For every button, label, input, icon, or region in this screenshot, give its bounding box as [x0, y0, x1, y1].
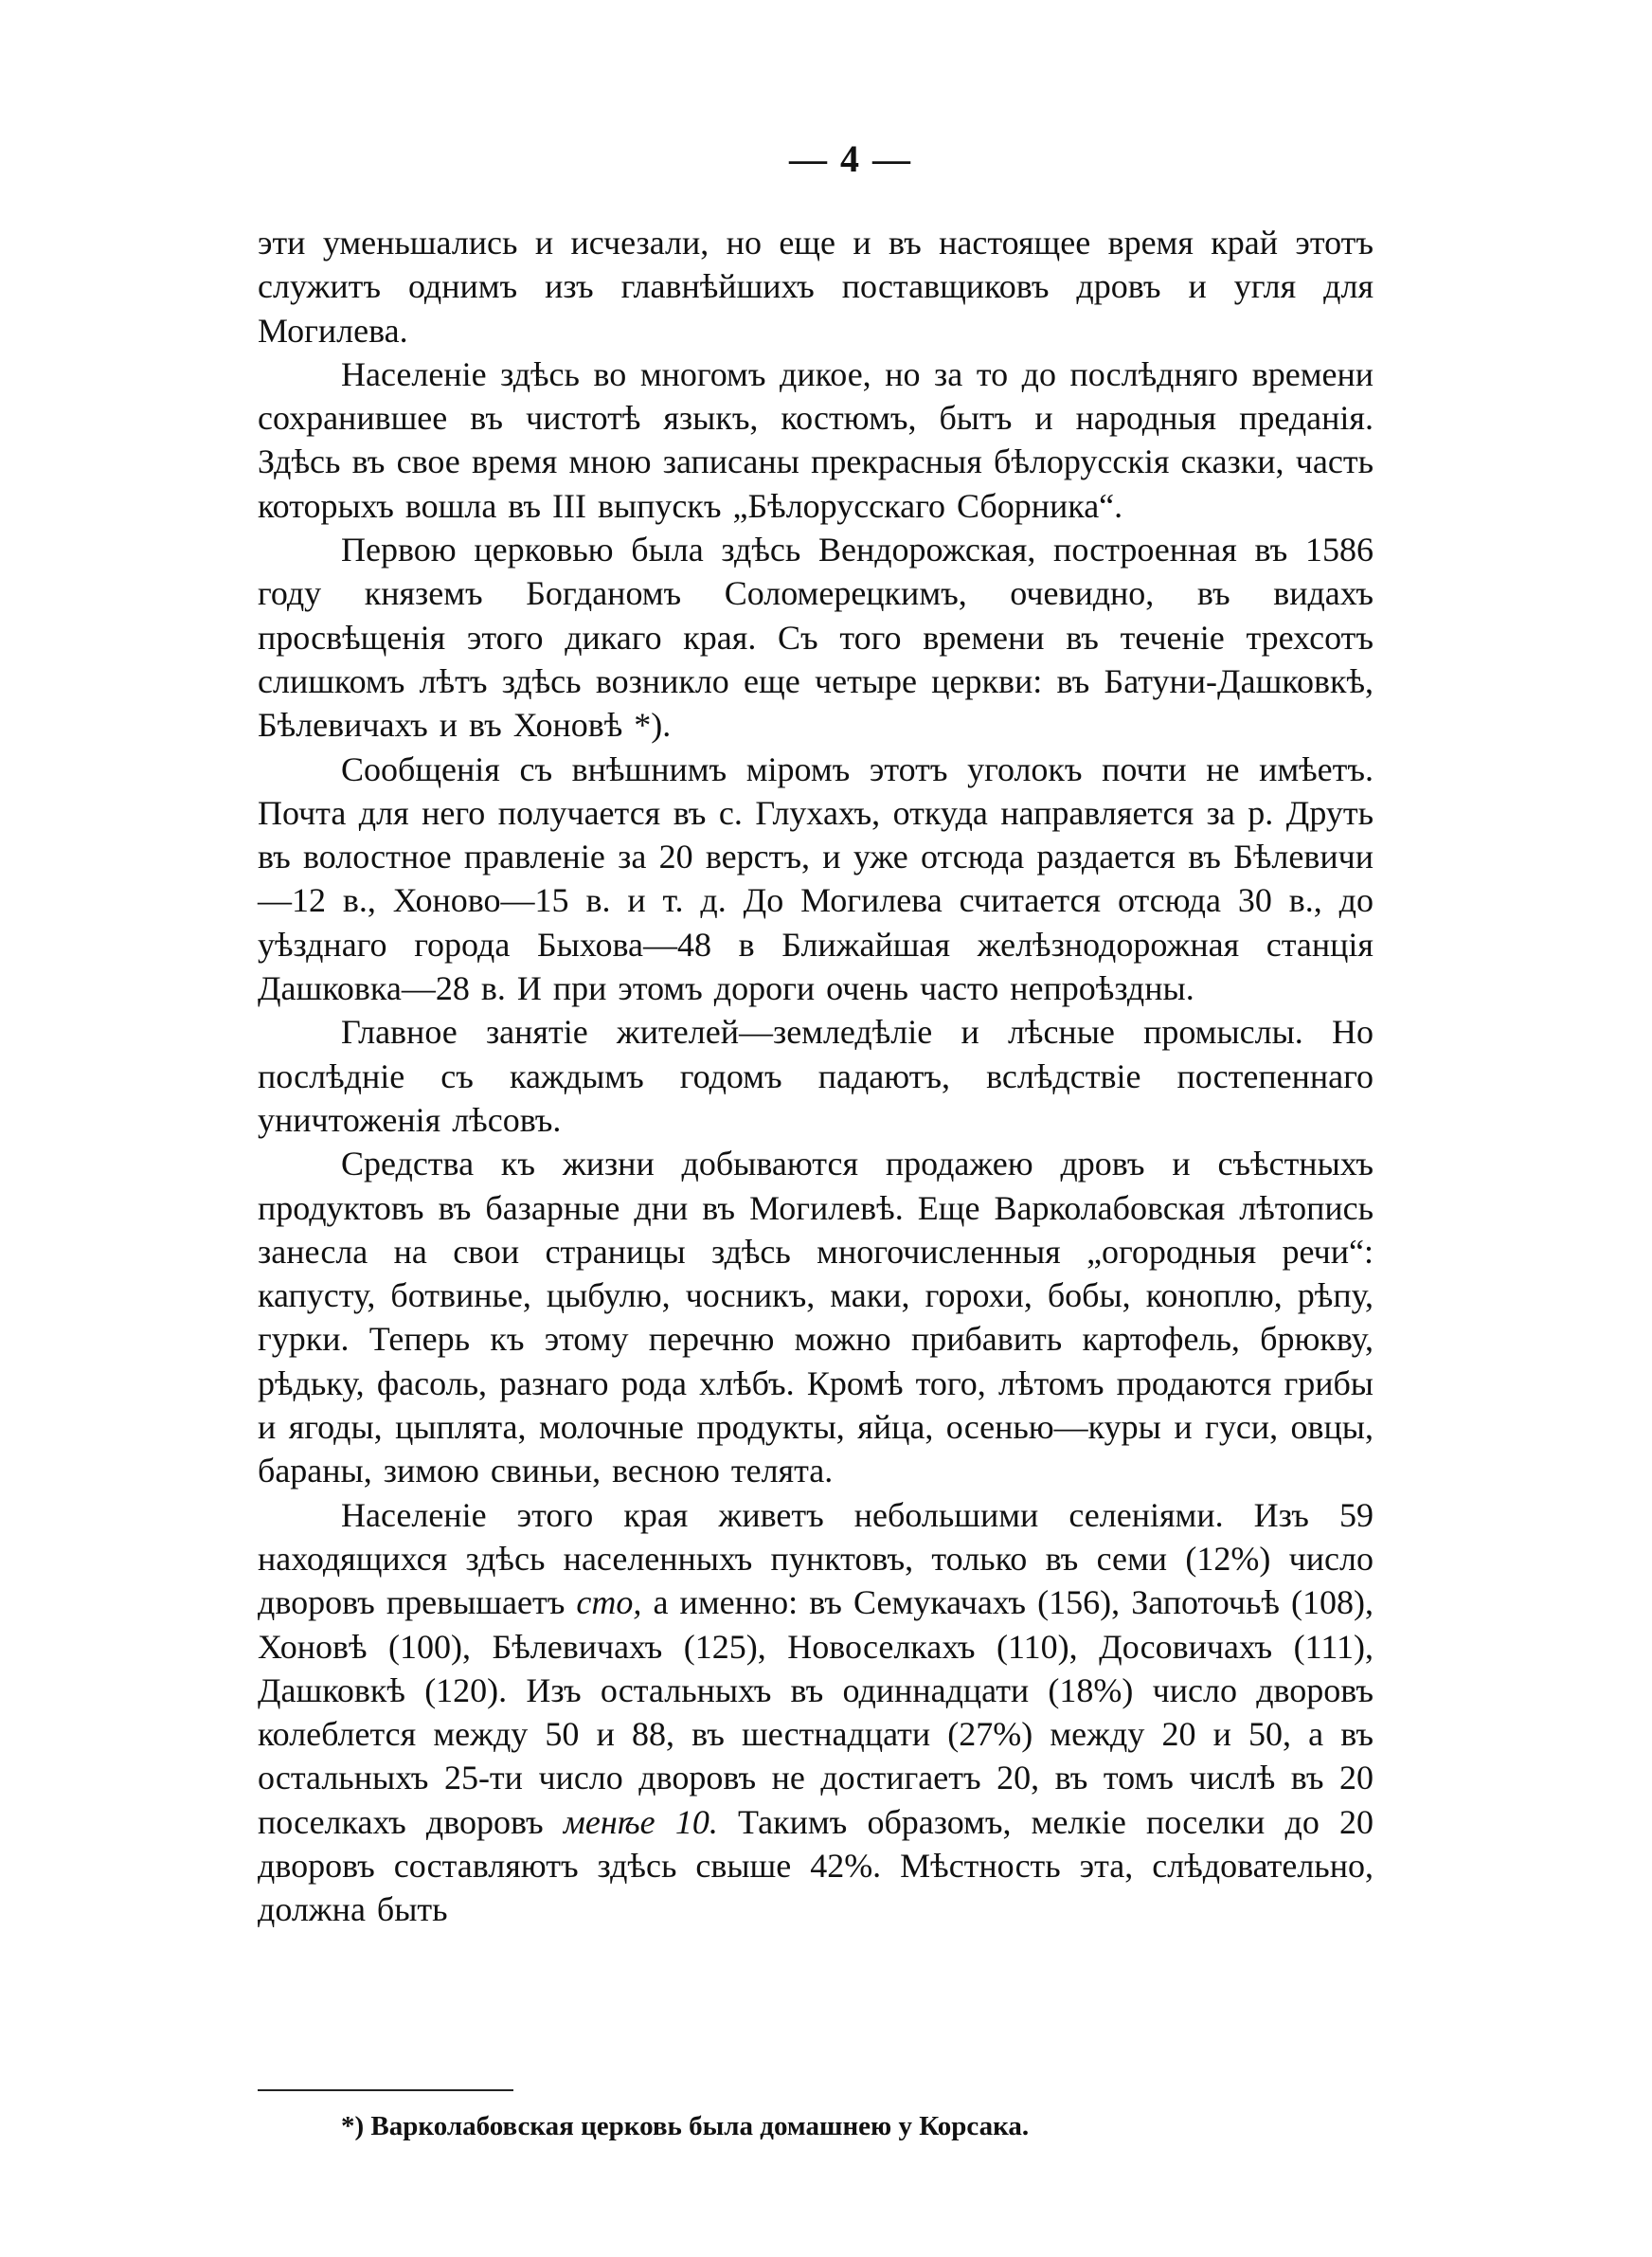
paragraph-7-part-1: Населеніе этого края живетъ небольшими селеніями. Изъ 59 находящихся здѣсь населенныхъ пунктовъ, только въ семи (12%) число дворовъ превышаетъ: [258, 1495, 1374, 1622]
paragraph-7: [258, 1493, 1374, 1932]
body-text: [258, 221, 1374, 1932]
paragraph-3: Первою церковью была здѣсь Вендорожская, построенная въ 1586 году княземъ Богданомъ Соломерецкимъ, очевидно, въ видахъ просвѣщенія этого дикаго края. Съ того времени въ теченіе трехсотъ слишкомъ лѣтъ здѣсь возникло еще четыре церкви: въ Батуни-Дашковкѣ, Бѣлевичахъ и въ Хоновѣ *).: [258, 531, 1374, 745]
footnote-divider: [258, 2089, 513, 2091]
paragraph-7-italic-1: сто,: [576, 1583, 642, 1622]
paragraph-7-part-3: Такимъ образомъ, мелкіе поселки до 20 дворовъ составляютъ здѣсь свыше 42%. Мѣстность эта, слѣдовательно, должна быть: [258, 1802, 1374, 1929]
page-number: — 4 —: [789, 137, 912, 180]
paragraph-6: Средства къ жизни добываются продажею дровъ и съѣстныхъ продуктовъ въ базарные дни въ Могилевѣ. Еще Варколабовская лѣтопись занесла на свои страницы здѣсь многочисленныя „огородныя речи“: капусту, ботвинье, цыбулю, чосникъ, маки, горохи, бобы, коноплю, рѣпу, гурки. Теперь къ этому перечню можно прибавить картофель, брюкву, рѣдьку, фасоль, разнаго рода хлѣбъ. Кромѣ того, лѣтомъ продаются грибы и ягоды, цыплята, молочные продукты, яйца, осенью—куры и гуси, овцы, бараны, зимою свиньи, весною телята.: [258, 1145, 1374, 1490]
paragraph-1: эти уменьшались и исчезали, но еще и въ настоящее время край этотъ служитъ однимъ изъ главнѣйшихъ поставщиковъ дровъ и угля для Могилева.: [258, 224, 1374, 350]
paragraph-7-part-2: а именно: въ Семукачахъ (156), Запоточьѣ (108), Хоновѣ (100), Бѣлевичахъ (125), Новоселкахъ (110), Досовичахъ (111), Дашковкѣ (120). Изъ остальныхъ въ одиннадцати (18%) число дворовъ колеблется между 50 и 88, въ шестнадцати (27%) между 20 и 50, а въ остальныхъ 25-ти число дворовъ не достигаетъ 20, въ томъ числѣ въ 20 поселкахъ дворовъ: [258, 1583, 1374, 1841]
footnote: *) Варколабовская церковь была домашнею у Корсака.: [341, 2111, 1030, 2141]
paragraph-7-italic-2: менѣе 10.: [563, 1802, 718, 1841]
paragraph-5: Главное занятіе жителей—земледѣліе и лѣсные промыслы. Но послѣдніе съ каждымъ годомъ падаютъ, вслѣдствіе постепеннаго уничтоженія лѣсовъ.: [258, 1013, 1374, 1139]
paragraph-2: Населеніе здѣсь во многомъ дикое, но за то до послѣдняго времени сохранившее въ чистотѣ языкъ, костюмъ, бытъ и народныя преданія. Здѣсь въ свое время мною записаны прекрасныя бѣлорусскія сказки, часть которыхъ вошла въ III выпускъ „Бѣлорусскаго Сборника“.: [258, 354, 1374, 525]
paragraph-4: Сообщенія съ внѣшнимъ міромъ этотъ уголокъ почти не имѣетъ. Почта для него получается въ с. Глухахъ, откуда направляется за р. Друть въ волостное правленіе за 20 верстъ, и уже отсюда раздается въ Бѣлевичи—12 в., Хоново—15 в. и т. д. До Могилева считается отсюда 30 в., до уѣзднаго города Быхова—48 в Ближайшая желѣзнодорожная станція Дашковка—28 в. И при этомъ дороги очень часто непроѣздны.: [258, 749, 1374, 1008]
